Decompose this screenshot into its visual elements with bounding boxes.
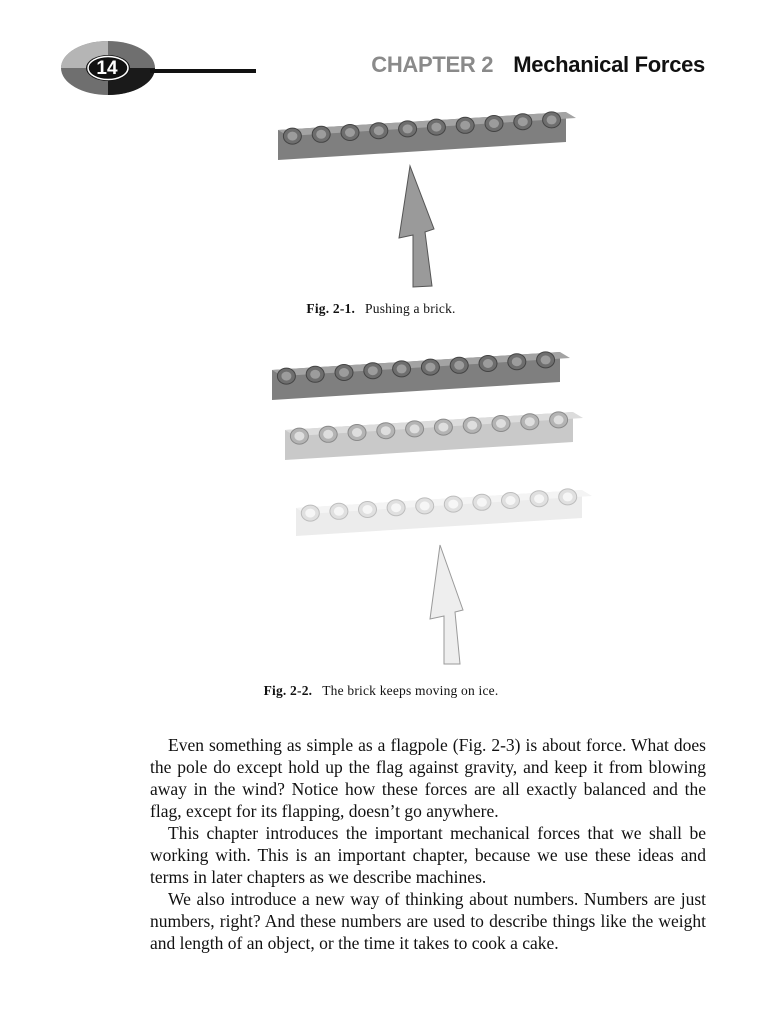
chapter-heading: [371, 52, 705, 78]
brick-stud-hole: [563, 492, 573, 501]
push-arrow: [399, 166, 434, 287]
figure-number: Fig. 2-2.: [263, 683, 313, 698]
brick-stud-hole: [477, 498, 487, 507]
brick-stud-hole: [489, 119, 499, 128]
brick-stud-hole: [374, 126, 384, 135]
brick-stud-hole: [525, 417, 535, 426]
brick-stud-hole: [534, 494, 544, 503]
brick-stud-hole: [425, 363, 435, 372]
figure-2-2-illustration: [0, 345, 762, 675]
brick-stud-hole: [316, 130, 326, 139]
header-rule: [150, 69, 256, 73]
brick-stud-hole: [381, 426, 391, 435]
brick-light: [296, 489, 592, 536]
brick-stud-hole: [368, 366, 378, 375]
brick-stud-hole: [448, 500, 458, 509]
figure-2-1-caption: [0, 301, 762, 317]
brick-stud-hole: [287, 132, 297, 141]
paragraph: This chapter introduces the important mechanical forces that we shall be working with. This is an important chapter, because we use these ideas and terms in later chapters as we describe machines.: [150, 823, 706, 887]
brick-stud-hole: [323, 430, 333, 439]
figure-caption-text: The brick keeps moving on ice.: [322, 683, 499, 698]
chapter-title: Mechanical Forces: [513, 52, 705, 77]
brick-stud-hole: [410, 424, 420, 433]
figure-caption-text: Pushing a brick.: [365, 301, 456, 316]
figure-2-2-caption: [0, 683, 762, 699]
brick-stud-hole: [363, 505, 373, 514]
brick-dark: [278, 112, 576, 160]
brick-stud-hole: [460, 121, 470, 130]
push-arrow-faded: [430, 545, 463, 664]
brick-stud-hole: [518, 117, 528, 126]
chapter-label: CHAPTER 2: [371, 52, 494, 77]
brick-stud-hole: [345, 128, 355, 137]
brick-stud-hole: [397, 364, 407, 373]
figure-number: Fig. 2-1.: [306, 301, 356, 316]
brick-stud-hole: [554, 415, 564, 424]
brick-stud-hole: [310, 370, 320, 379]
brick-stud-hole: [305, 509, 315, 518]
figure-2-1-illustration: [0, 100, 762, 300]
brick-stud-hole: [512, 357, 522, 366]
brick-stud-hole: [281, 372, 291, 381]
brick-mid: [285, 412, 583, 460]
brick-stud-hole: [294, 432, 304, 441]
page-header: [0, 0, 762, 110]
brick-stud-hole: [391, 503, 401, 512]
brick-stud-hole: [467, 421, 477, 430]
brick-stud-hole: [352, 428, 362, 437]
brick-stud-hole: [454, 361, 464, 370]
brick-stud-hole: [547, 115, 557, 124]
brick-stud-hole: [541, 355, 551, 364]
brick-stud-hole: [334, 507, 344, 516]
brick-stud-hole: [496, 419, 506, 428]
brick-stud-hole: [339, 368, 349, 377]
brick-stud-hole: [438, 423, 448, 432]
brick-stud-hole: [506, 496, 516, 505]
brick-dark: [272, 352, 570, 400]
brick-stud-hole: [431, 123, 441, 132]
brick-stud-hole: [483, 359, 493, 368]
body-text: [150, 734, 706, 954]
paragraph: We also introduce a new way of thinking about numbers. Numbers are just numbers, right? And these numbers are used to describe things like the weight and length of an object, or the time it takes to cook a cake.: [150, 889, 706, 953]
page-number: 14: [96, 58, 118, 79]
brick-stud-hole: [403, 124, 413, 133]
brick-stud-hole: [420, 501, 430, 510]
paragraph: Even something as simple as a flagpole (Fig. 2-3) is about force. What does the pole do except hold up the flag against gravity, and keep it from blowing away in the wind? Notice how these forces are all exactly balanced and the flag, except for its flapping, doesn’t go anywhere.: [150, 735, 706, 821]
